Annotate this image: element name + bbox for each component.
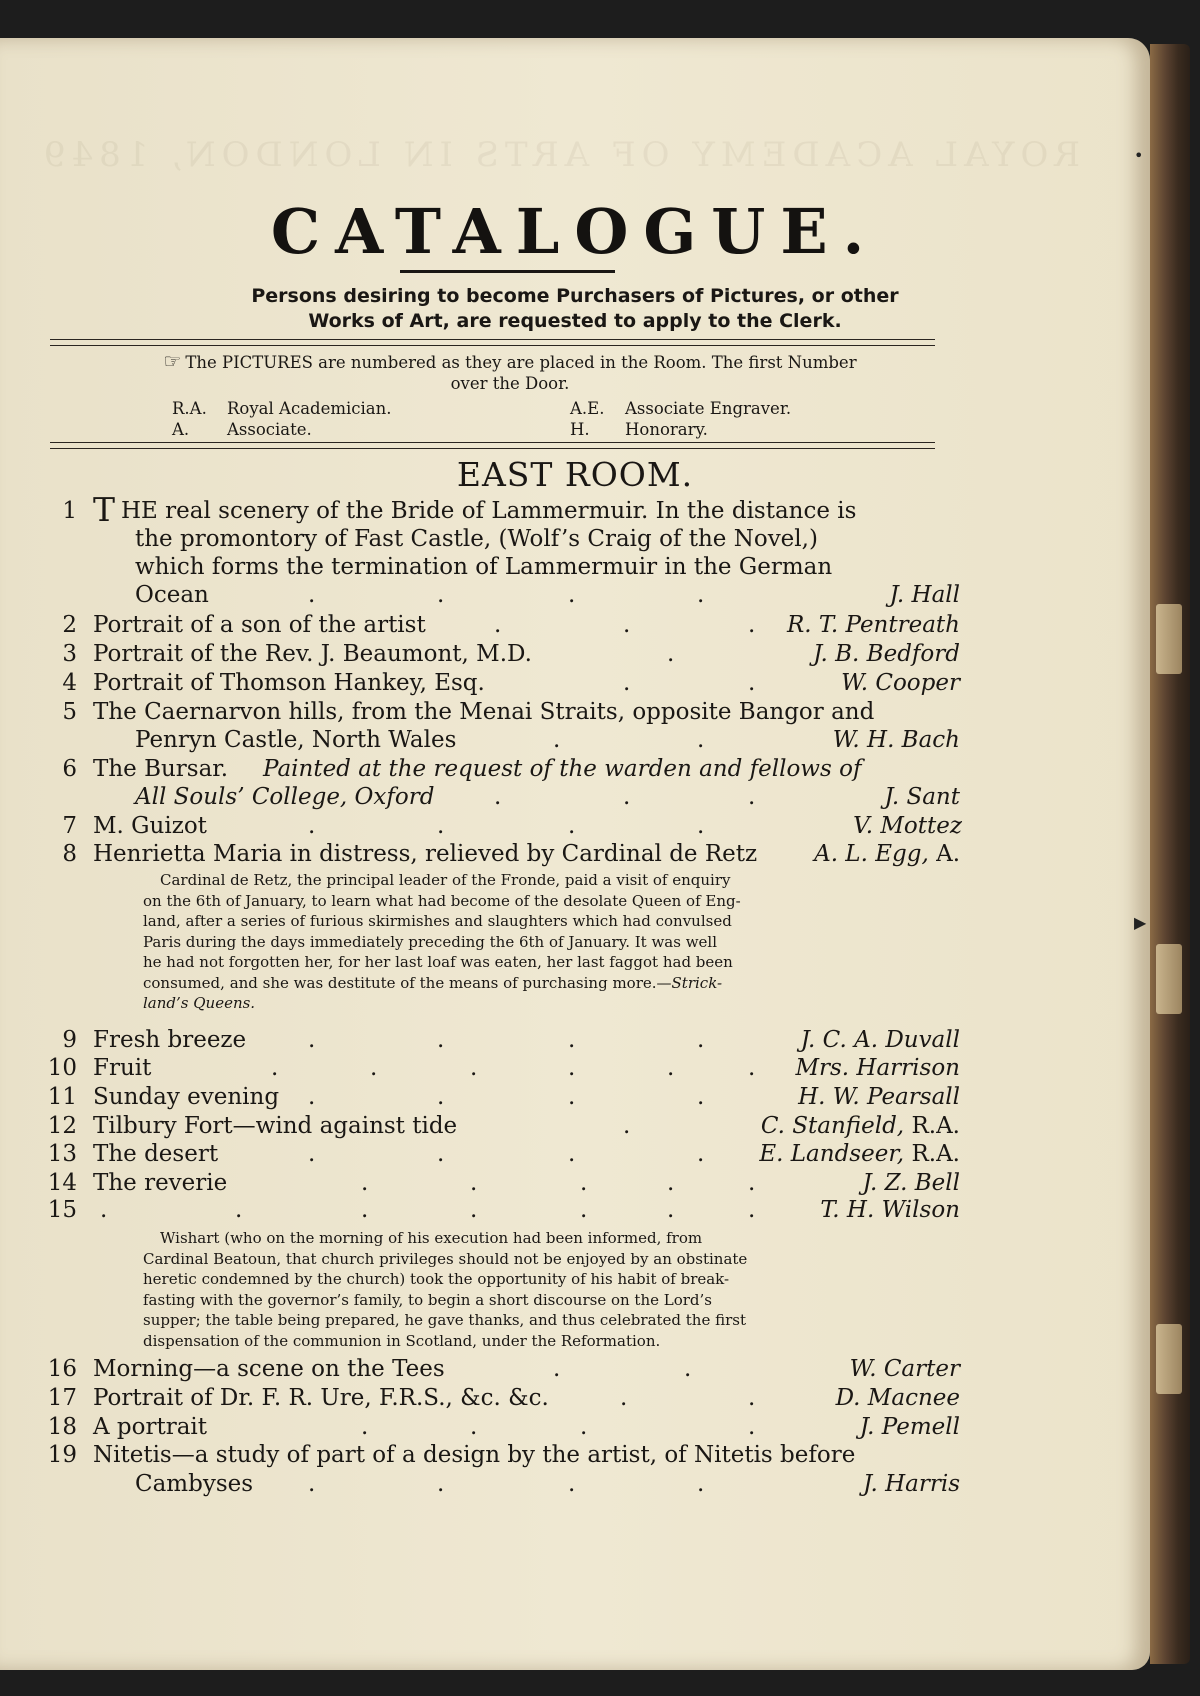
- entry-title: Sunday evening: [93, 1084, 280, 1110]
- bleed-through-text: ROYAL ACADEMY OF ARTS IN LONDON, 1849: [37, 135, 1080, 175]
- entry-number: 14: [47, 1170, 77, 1196]
- entry-number: 10: [47, 1055, 77, 1081]
- entry-number: 15: [47, 1197, 77, 1223]
- quote-line: fasting with the governor’s family, to begin a short discourse on the Lord’s: [143, 1290, 712, 1309]
- entry-number: 11: [47, 1084, 77, 1110]
- quote-line: heretic condemned by the church) took the opportunity of his habit of break-: [143, 1270, 730, 1288]
- double-rule: [50, 442, 935, 449]
- entry-artist: J. B. Bedford: [813, 641, 960, 667]
- entry-title-line: the promontory of Fast Castle, (Wolf’s Craig of the Novel,): [135, 526, 818, 552]
- entry-title: The desert: [93, 1141, 219, 1167]
- entry-title-line: Cambyses: [135, 1471, 254, 1497]
- quote-line: land, after a series of furious skirmishes and slaughters which had convulsed: [143, 912, 732, 930]
- entry-title: Henrietta Maria in distress, relieved by Cardinal de Retz: [93, 841, 758, 867]
- entry-number: 1: [62, 498, 77, 524]
- quote-line: he had not forgotten her, for her last loaf was eaten, her last faggot had been: [143, 953, 733, 971]
- quote-line: Wishart (who on the morning of his execution had been informed, from: [160, 1229, 703, 1247]
- entry-quotation: [143, 870, 741, 1014]
- quote-line: Paris during the days immediately preceding the 6th of January. It was well: [143, 932, 718, 951]
- entry-title-line: HE real scenery of the Bride of Lammermuir. In the distance is: [121, 498, 857, 524]
- entry-artist: W. H. Bach: [832, 727, 960, 753]
- entry-number: 5: [62, 699, 77, 725]
- entry-artist: W. Cooper: [841, 670, 960, 696]
- quote-line: Cardinal de Retz, the principal leader of the Fronde, paid a visit of enquiry: [160, 871, 731, 889]
- entry-artist: W. Carter: [849, 1356, 960, 1382]
- entry-artist: J. Hall: [889, 582, 960, 608]
- entry-note: Painted at the request of the warden and fellows of: [263, 756, 862, 782]
- notice-line: Works of Art, are requested to apply to the Clerk.: [308, 310, 842, 332]
- entry-title: The Bursar.: [93, 756, 229, 782]
- entry-number: 6: [62, 756, 77, 782]
- entry-quotation: [143, 1228, 747, 1351]
- entry-artist: J. C. A. Duvall: [800, 1027, 960, 1053]
- double-rule: [50, 339, 935, 346]
- spine-tab: [1156, 1324, 1182, 1394]
- abbreviation: A. Associate.: [172, 420, 312, 439]
- quote-line: consumed, and she was destitute of the means of purchasing more.—Strick-: [143, 973, 723, 992]
- entry-title: Portrait of a son of the artist: [93, 612, 426, 638]
- spine-tab: [1156, 944, 1182, 1014]
- entry-number: 3: [62, 641, 77, 667]
- pictures-note: [80, 351, 940, 394]
- entry-artist: H. W. Pearsall: [798, 1084, 960, 1110]
- entry-artist: V. Mottez: [853, 813, 962, 839]
- page-edge-mark: •: [1134, 146, 1144, 165]
- entry-artist: J. Harris: [863, 1471, 960, 1497]
- entry-title: Fruit: [93, 1055, 152, 1081]
- quote-line: supper; the table being prepared, he gave thanks, and thus celebrated the first: [143, 1311, 747, 1329]
- entry-title: Tilbury Fort—wind against tide: [93, 1113, 458, 1139]
- entry-artist: A. L. Egg, A.: [814, 841, 960, 867]
- entry-number: 19: [47, 1442, 77, 1468]
- entry-title: Portrait of Thomson Hankey, Esq.: [93, 670, 485, 696]
- entry-title-line: Penryn Castle, North Wales: [135, 727, 457, 753]
- quote-line: Cardinal Beatoun, that church privileges should not be enjoyed by an obstinate: [143, 1249, 748, 1268]
- entry-title: Portrait of the Rev. J. Beaumont, M.D.: [93, 641, 532, 667]
- entry-number: 2: [62, 612, 77, 638]
- quote-source: Strick-: [671, 973, 723, 992]
- entry-number: 4: [62, 670, 77, 696]
- entry-number: 17: [47, 1385, 77, 1411]
- entry-number: 9: [62, 1027, 77, 1053]
- title-rule: [400, 270, 615, 273]
- entry-artist: C. Stanfield, R.A.: [760, 1113, 960, 1139]
- entry-title: A portrait: [93, 1414, 208, 1440]
- entry-title: Morning—a scene on the Tees: [93, 1356, 445, 1382]
- quote-line: dispensation of the communion in Scotland, under the Reformation.: [143, 1331, 661, 1350]
- entry-title-line: which forms the termination of Lammermuir in the German: [135, 554, 833, 580]
- entry-number: 8: [62, 841, 77, 867]
- entry-artist: E. Landseer, R.A.: [759, 1141, 960, 1167]
- notice-line: Persons desiring to become Purchasers of Pictures, or other: [251, 285, 899, 307]
- entry-title-line: Nitetis—a study of part of a design by the artist, of Nitetis before: [93, 1442, 856, 1468]
- room-heading: EAST ROOM.: [456, 455, 694, 494]
- page-edge-arrow-icon: ▶: [1134, 913, 1147, 932]
- spine-tab: [1156, 604, 1182, 674]
- entry-title: .: [100, 1197, 108, 1223]
- entry-title-line: Ocean: [135, 582, 209, 608]
- entry-title: Portrait of Dr. F. R. Ure, F.R.S., &c. &c.: [93, 1385, 549, 1411]
- quote-line: on the 6th of January, to learn what had become of the desolate Queen of Eng-: [143, 891, 741, 910]
- entry-note: All Souls’ College, Oxford: [135, 784, 435, 810]
- entry-title: The reverie: [93, 1170, 228, 1196]
- purchase-notice: [0, 284, 1150, 334]
- entry-number: 12: [47, 1113, 77, 1139]
- quote-line: [143, 993, 741, 1014]
- page-title: CATALOGUE.: [270, 195, 880, 268]
- entry-number: 7: [62, 813, 77, 839]
- entry-artist: R. T. Pentreath: [786, 612, 960, 638]
- entry-title: Fresh breeze: [93, 1027, 247, 1053]
- entry-number: 13: [47, 1141, 77, 1167]
- entry-number: 18: [47, 1414, 77, 1440]
- entry-number: 16: [47, 1356, 77, 1382]
- book-spine: [1150, 44, 1190, 1664]
- note-text: The PICTURES are numbered as they are placed in the Room. The first Number: [185, 353, 857, 372]
- abbreviation: H. Honorary.: [570, 420, 708, 439]
- pointing-hand-icon: ☞: [163, 349, 182, 373]
- entry-title-line: The Caernarvon hills, from the Menai Straits, opposite Bangor and: [93, 699, 875, 725]
- entry-artist: J. Sant: [884, 784, 960, 810]
- drop-letter: T: [93, 490, 116, 529]
- entry-artist: J. Z. Bell: [862, 1170, 960, 1196]
- abbreviation: R.A. Royal Academician.: [172, 399, 392, 418]
- entry-artist: J. Pemell: [859, 1414, 960, 1440]
- note-text: over the Door.: [450, 374, 570, 393]
- entry-artist: Mrs. Harrison: [795, 1055, 960, 1081]
- abbreviation: A.E. Associate Engraver.: [570, 399, 792, 418]
- entry-artist: T. H. Wilson: [820, 1197, 960, 1223]
- quote-source: land’s Queens.: [143, 994, 256, 1012]
- entry-title: M. Guizot: [93, 813, 207, 839]
- entry-artist: D. Macnee: [835, 1385, 960, 1411]
